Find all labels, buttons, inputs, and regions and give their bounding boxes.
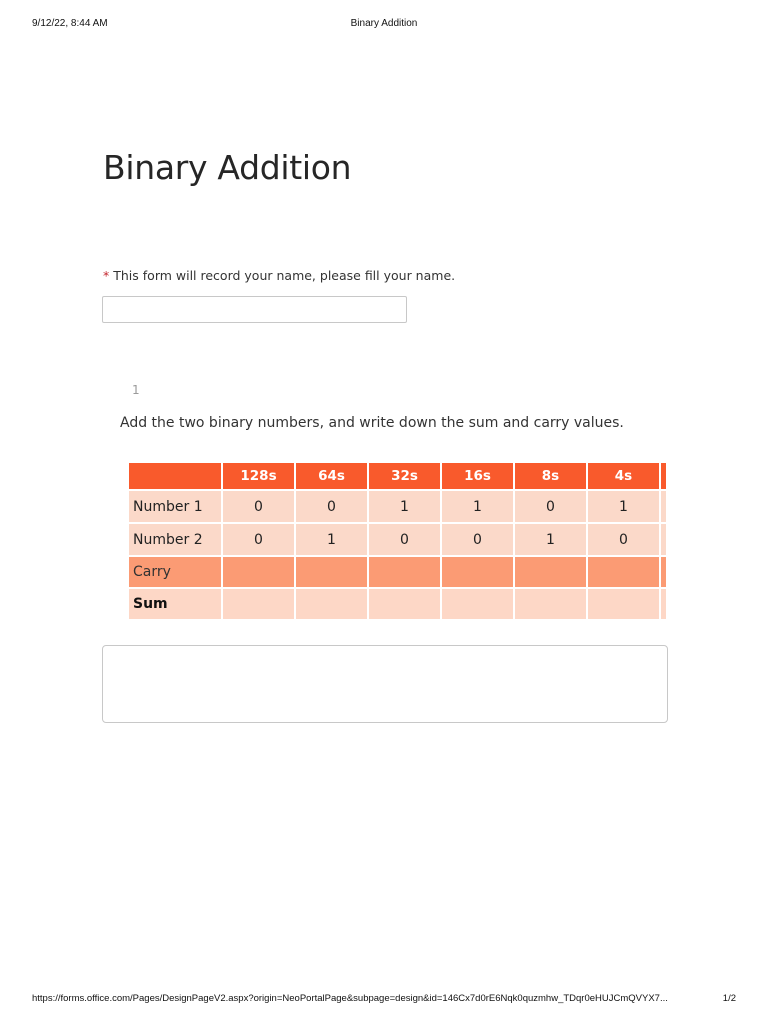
bit-cell: 0 bbox=[441, 523, 514, 556]
column-header: 32s bbox=[368, 462, 441, 490]
bit-cell: 0 bbox=[514, 490, 587, 523]
sum-cell bbox=[514, 588, 587, 619]
carry-cell bbox=[441, 556, 514, 588]
question-text: Add the two binary numbers, and write down the sum and carry values. bbox=[120, 415, 624, 431]
table-row-carry bbox=[128, 556, 666, 588]
name-field-label bbox=[103, 268, 455, 283]
column-header-cut-off bbox=[660, 462, 666, 490]
bit-cell: 0 bbox=[295, 490, 368, 523]
carry-cell bbox=[368, 556, 441, 588]
name-field-label-text: This form will record your name, please fill your name. bbox=[113, 268, 456, 283]
sum-cell bbox=[222, 588, 295, 619]
print-datetime: 9/12/22, 8:44 AM bbox=[32, 18, 108, 29]
bit-cell: 0 bbox=[222, 523, 295, 556]
table-row-number-2 bbox=[128, 523, 666, 556]
sum-cell bbox=[295, 588, 368, 619]
bit-cell-cut-off bbox=[660, 523, 666, 556]
page-count: 1/2 bbox=[722, 993, 736, 1004]
carry-cell bbox=[514, 556, 587, 588]
table-row-number-1 bbox=[128, 490, 666, 523]
sum-cell bbox=[368, 588, 441, 619]
print-footer bbox=[32, 993, 736, 1007]
bit-cell: 0 bbox=[222, 490, 295, 523]
bit-cell: 1 bbox=[295, 523, 368, 556]
row-label: Carry bbox=[128, 556, 222, 588]
bit-cell: 1 bbox=[514, 523, 587, 556]
sum-cell bbox=[587, 588, 660, 619]
bit-cell: 0 bbox=[587, 523, 660, 556]
sum-cell bbox=[441, 588, 514, 619]
form-title: Binary Addition bbox=[103, 148, 352, 187]
required-marker: * bbox=[103, 268, 110, 283]
column-header: 128s bbox=[222, 462, 295, 490]
answer-textarea[interactable] bbox=[102, 645, 668, 723]
row-label: Number 2 bbox=[128, 523, 222, 556]
row-label: Number 1 bbox=[128, 490, 222, 523]
carry-cell bbox=[587, 556, 660, 588]
bit-cell: 0 bbox=[368, 523, 441, 556]
carry-cell bbox=[295, 556, 368, 588]
row-label: Sum bbox=[128, 588, 222, 619]
column-header: 16s bbox=[441, 462, 514, 490]
print-url: https://forms.office.com/Pages/DesignPageV2.aspx?origin=NeoPortalPage&subpage=design&id=146Cx7d0rE6Nqk0quzmhw_TDqr0eHUJCmQVYX7... bbox=[32, 993, 668, 1004]
sum-cell-cut-off bbox=[660, 588, 666, 619]
question-number: 1 bbox=[132, 383, 140, 397]
carry-cell-cut-off bbox=[660, 556, 666, 588]
print-document-title: Binary Addition bbox=[350, 18, 418, 29]
column-header: 64s bbox=[295, 462, 368, 490]
name-input[interactable] bbox=[102, 296, 407, 323]
table-header-row bbox=[128, 462, 666, 490]
column-header: 8s bbox=[514, 462, 587, 490]
header-corner-cell bbox=[128, 462, 222, 490]
bit-cell-cut-off bbox=[660, 490, 666, 523]
bit-cell: 1 bbox=[587, 490, 660, 523]
bit-cell: 1 bbox=[441, 490, 514, 523]
carry-cell bbox=[222, 556, 295, 588]
column-header: 4s bbox=[587, 462, 660, 490]
print-header bbox=[32, 18, 736, 32]
binary-addition-table bbox=[127, 461, 666, 619]
table-row-sum bbox=[128, 588, 666, 619]
bit-cell: 1 bbox=[368, 490, 441, 523]
